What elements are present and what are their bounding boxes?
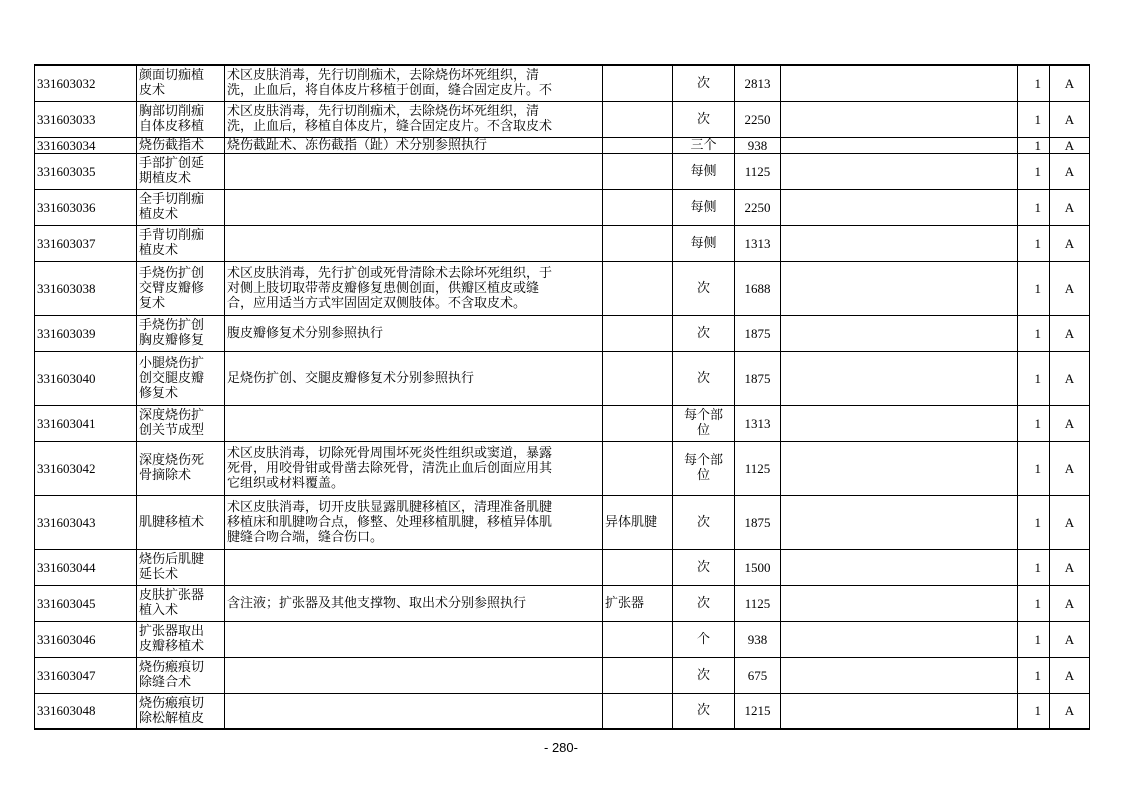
unit-text: 次 xyxy=(696,703,710,719)
category-text: A xyxy=(1064,559,1075,575)
item-name-cell xyxy=(137,189,225,225)
category-cell xyxy=(1050,549,1090,585)
item-content-text: 腹皮瓣修复术分别参照执行 xyxy=(227,325,384,341)
unit-text: 次 xyxy=(696,559,710,575)
ratio-cell xyxy=(1018,225,1050,261)
unit-text: 每侧 xyxy=(690,235,717,251)
ratio-cell xyxy=(1018,137,1050,153)
item-code-cell xyxy=(35,621,137,657)
category-text: A xyxy=(1064,514,1075,530)
price-cell xyxy=(735,137,781,153)
item-content-cell xyxy=(225,351,603,405)
note-cell xyxy=(781,441,1018,495)
item-code-cell xyxy=(35,189,137,225)
price-text: 938 xyxy=(747,631,768,647)
table-row xyxy=(35,549,1090,585)
item-content-cell xyxy=(225,693,603,729)
excluded-content-cell xyxy=(603,153,673,189)
item-code-text: 331603048 xyxy=(37,703,96,719)
item-name-cell xyxy=(137,65,225,101)
price-text: 1875 xyxy=(744,325,771,341)
unit-text: 次 xyxy=(696,111,710,127)
item-name-text: 全手切削痂 植皮术 xyxy=(139,192,205,222)
excluded-content-cell xyxy=(603,693,673,729)
price-cell xyxy=(735,225,781,261)
item-name-text: 烧伤瘢痕切 除缝合术 xyxy=(139,660,205,690)
price-text: 1875 xyxy=(744,514,771,530)
item-name-cell xyxy=(137,153,225,189)
price-text: 2813 xyxy=(744,75,771,91)
table-row xyxy=(35,657,1090,693)
unit-text: 次 xyxy=(696,325,710,341)
item-code-text: 331603037 xyxy=(37,235,96,251)
category-text: A xyxy=(1064,163,1075,179)
ratio-text: 1 xyxy=(1034,75,1041,91)
fee-table-body xyxy=(35,65,1090,729)
category-text: A xyxy=(1064,137,1075,153)
excluded-content-cell xyxy=(603,585,673,621)
ratio-text: 1 xyxy=(1034,163,1041,179)
table-row xyxy=(35,101,1090,137)
item-content-cell xyxy=(225,495,603,549)
category-text: A xyxy=(1064,703,1075,719)
price-cell xyxy=(735,65,781,101)
category-cell xyxy=(1050,153,1090,189)
note-cell xyxy=(781,657,1018,693)
unit-text: 三个 xyxy=(690,137,717,153)
item-code-text: 331603042 xyxy=(37,460,96,476)
item-code-cell xyxy=(35,693,137,729)
unit-cell xyxy=(673,549,735,585)
item-name-text: 扩张器取出 皮瓣移植术 xyxy=(139,624,205,654)
ratio-cell xyxy=(1018,657,1050,693)
item-content-text: 术区皮肤消毒，先行切削痂术，去除烧伤坏死组织，清 洗，止血后，将自体皮片移植于创面，缝合固定皮片。不 xyxy=(227,68,553,99)
excluded-content-cell xyxy=(603,315,673,351)
item-content-text: 烧伤截趾术、冻伤截指（趾）术分别参照执行 xyxy=(227,137,488,153)
ratio-text: 1 xyxy=(1034,667,1041,683)
item-content-cell xyxy=(225,549,603,585)
unit-cell xyxy=(673,657,735,693)
ratio-cell xyxy=(1018,495,1050,549)
excluded-content-cell xyxy=(603,101,673,137)
price-cell xyxy=(735,405,781,441)
table-row xyxy=(35,225,1090,261)
note-cell xyxy=(781,351,1018,405)
item-name-text: 胸部切削痂 自体皮移植 xyxy=(139,104,205,134)
item-content-cell xyxy=(225,137,603,153)
price-cell xyxy=(735,441,781,495)
ratio-cell xyxy=(1018,351,1050,405)
item-code-text: 331603041 xyxy=(37,415,96,431)
item-content-cell xyxy=(225,657,603,693)
ratio-text: 1 xyxy=(1034,595,1041,611)
item-code-text: 331603032 xyxy=(37,75,96,91)
item-code-text: 331603033 xyxy=(37,111,96,127)
ratio-text: 1 xyxy=(1034,559,1041,575)
category-text: A xyxy=(1064,667,1075,683)
item-name-cell xyxy=(137,585,225,621)
unit-cell xyxy=(673,137,735,153)
item-code-cell xyxy=(35,585,137,621)
category-cell xyxy=(1050,351,1090,405)
excluded-content-text: 扩张器 xyxy=(605,595,645,611)
ratio-text: 1 xyxy=(1034,415,1041,431)
item-code-cell xyxy=(35,261,137,315)
item-name-text: 深度烧伤扩 创关节成型 xyxy=(139,408,205,438)
item-name-cell xyxy=(137,261,225,315)
unit-cell xyxy=(673,693,735,729)
item-content-cell xyxy=(225,225,603,261)
item-name-cell xyxy=(137,101,225,137)
item-name-cell xyxy=(137,351,225,405)
unit-cell xyxy=(673,65,735,101)
unit-text: 次 xyxy=(696,514,710,530)
ratio-cell xyxy=(1018,585,1050,621)
price-cell xyxy=(735,693,781,729)
item-name-text: 手烧伤扩创 交臂皮瓣修 复术 xyxy=(139,265,205,311)
note-cell xyxy=(781,153,1018,189)
item-code-cell xyxy=(35,495,137,549)
category-text: A xyxy=(1064,111,1075,127)
ratio-text: 1 xyxy=(1034,631,1041,647)
item-code-text: 331603045 xyxy=(37,595,96,611)
price-text: 675 xyxy=(747,667,768,683)
item-code-text: 331603046 xyxy=(37,631,96,647)
item-name-text: 手烧伤扩创 胸皮瓣修复 xyxy=(139,318,205,348)
unit-text: 每个部 位 xyxy=(683,408,723,438)
item-name-cell xyxy=(137,315,225,351)
item-content-text: 足烧伤扩创、交腿皮瓣修复术分别参照执行 xyxy=(227,370,475,386)
ratio-text: 1 xyxy=(1034,514,1041,530)
item-code-text: 331603039 xyxy=(37,325,96,341)
category-text: A xyxy=(1064,415,1075,431)
item-code-cell xyxy=(35,225,137,261)
price-cell xyxy=(735,189,781,225)
price-cell xyxy=(735,261,781,315)
ratio-cell xyxy=(1018,315,1050,351)
table-row xyxy=(35,315,1090,351)
note-cell xyxy=(781,315,1018,351)
price-text: 2250 xyxy=(744,111,771,127)
item-name-text: 烧伤瘢痕切 除松解植皮 xyxy=(139,695,205,726)
note-cell xyxy=(781,549,1018,585)
item-code-cell xyxy=(35,137,137,153)
unit-cell xyxy=(673,189,735,225)
item-code-cell xyxy=(35,351,137,405)
excluded-content-cell xyxy=(603,657,673,693)
price-text: 1313 xyxy=(744,415,771,431)
item-code-cell xyxy=(35,441,137,495)
note-cell xyxy=(781,693,1018,729)
category-cell xyxy=(1050,189,1090,225)
price-cell xyxy=(735,585,781,621)
excluded-content-cell xyxy=(603,549,673,585)
category-text: A xyxy=(1064,235,1075,251)
item-code-cell xyxy=(35,549,137,585)
ratio-text: 1 xyxy=(1034,280,1041,296)
unit-text: 次 xyxy=(696,667,710,683)
price-text: 1500 xyxy=(744,559,771,575)
item-name-text: 小腿烧伤扩 创交腿皮瓣 修复术 xyxy=(139,355,205,401)
unit-text: 每侧 xyxy=(690,199,717,215)
unit-cell xyxy=(673,351,735,405)
excluded-content-cell xyxy=(603,351,673,405)
ratio-cell xyxy=(1018,693,1050,729)
item-name-cell xyxy=(137,657,225,693)
price-text: 1313 xyxy=(744,235,771,251)
item-code-text: 331603044 xyxy=(37,559,96,575)
note-cell xyxy=(781,65,1018,101)
price-text: 1215 xyxy=(744,703,771,719)
table-row xyxy=(35,405,1090,441)
excluded-content-cell xyxy=(603,189,673,225)
table-row xyxy=(35,189,1090,225)
note-cell xyxy=(781,261,1018,315)
item-name-text: 手背切削痂 植皮术 xyxy=(139,228,205,258)
note-cell xyxy=(781,225,1018,261)
category-cell xyxy=(1050,225,1090,261)
unit-cell xyxy=(673,405,735,441)
item-content-text: 术区皮肤消毒，先行切削痂术，去除烧伤坏死组织，清 洗，止血后，移植自体皮片，缝合固定皮片。不含取皮术 xyxy=(227,104,553,134)
price-text: 938 xyxy=(747,137,768,153)
price-cell xyxy=(735,657,781,693)
excluded-content-cell xyxy=(603,405,673,441)
item-name-cell xyxy=(137,137,225,153)
table-row xyxy=(35,65,1090,101)
unit-text: 每个部 位 xyxy=(683,453,723,483)
fee-schedule-table xyxy=(34,64,1090,730)
item-name-text: 颜面切痂植 皮术 xyxy=(139,68,205,99)
price-text: 2250 xyxy=(744,199,771,215)
excluded-content-cell xyxy=(603,621,673,657)
unit-cell xyxy=(673,621,735,657)
item-code-cell xyxy=(35,101,137,137)
note-cell xyxy=(781,101,1018,137)
note-cell xyxy=(781,621,1018,657)
category-cell xyxy=(1050,621,1090,657)
table-row xyxy=(35,495,1090,549)
item-name-cell xyxy=(137,693,225,729)
ratio-text: 1 xyxy=(1034,111,1041,127)
price-cell xyxy=(735,153,781,189)
ratio-cell xyxy=(1018,261,1050,315)
excluded-content-cell xyxy=(603,441,673,495)
item-code-cell xyxy=(35,657,137,693)
category-cell xyxy=(1050,65,1090,101)
category-text: A xyxy=(1064,199,1075,215)
note-cell xyxy=(781,137,1018,153)
unit-cell xyxy=(673,153,735,189)
category-text: A xyxy=(1064,595,1075,611)
unit-cell xyxy=(673,495,735,549)
price-cell xyxy=(735,549,781,585)
ratio-text: 1 xyxy=(1034,235,1041,251)
ratio-cell xyxy=(1018,405,1050,441)
category-cell xyxy=(1050,137,1090,153)
item-name-cell xyxy=(137,441,225,495)
unit-text: 次 xyxy=(696,595,710,611)
price-text: 1125 xyxy=(744,460,771,476)
category-cell xyxy=(1050,585,1090,621)
excluded-content-text: 异体肌腱 xyxy=(605,514,658,530)
item-code-text: 331603038 xyxy=(37,280,96,296)
category-cell xyxy=(1050,101,1090,137)
ratio-text: 1 xyxy=(1034,199,1041,215)
price-cell xyxy=(735,351,781,405)
item-code-cell xyxy=(35,153,137,189)
excluded-content-cell xyxy=(603,225,673,261)
category-cell xyxy=(1050,405,1090,441)
note-cell xyxy=(781,495,1018,549)
item-name-text: 深度烧伤死 骨摘除术 xyxy=(139,453,205,483)
item-name-cell xyxy=(137,621,225,657)
table-row xyxy=(35,351,1090,405)
table-row xyxy=(35,261,1090,315)
unit-text: 个 xyxy=(696,631,710,647)
ratio-cell xyxy=(1018,621,1050,657)
item-content-cell xyxy=(225,65,603,101)
item-content-cell xyxy=(225,621,603,657)
table-row xyxy=(35,153,1090,189)
table-row xyxy=(35,621,1090,657)
item-content-text: 含注液；扩张器及其他支撑物、取出术分别参照执行 xyxy=(227,595,527,611)
category-text: A xyxy=(1064,280,1075,296)
item-content-cell xyxy=(225,189,603,225)
item-code-text: 331603040 xyxy=(37,370,96,386)
item-content-text: 术区皮肤消毒，先行扩创或死骨清除术去除坏死组织，于 对侧上肢切取带蒂皮瓣修复患侧创面，供瓣区植皮或缝 合，应用适当方式牢固固定双侧肢体。不含取皮术。 xyxy=(227,265,553,311)
unit-text: 次 xyxy=(696,75,710,91)
ratio-cell xyxy=(1018,549,1050,585)
item-content-cell xyxy=(225,585,603,621)
note-cell xyxy=(781,405,1018,441)
item-content-cell xyxy=(225,405,603,441)
price-text: 1125 xyxy=(744,163,771,179)
unit-text: 每侧 xyxy=(690,163,717,179)
item-name-text: 烧伤截指术 xyxy=(139,137,205,153)
ratio-cell xyxy=(1018,65,1050,101)
ratio-cell xyxy=(1018,189,1050,225)
unit-text: 次 xyxy=(696,370,710,386)
item-code-cell xyxy=(35,65,137,101)
item-name-text: 烧伤后肌腱 延长术 xyxy=(139,552,205,582)
price-cell xyxy=(735,315,781,351)
item-code-text: 331603047 xyxy=(37,667,96,683)
item-code-text: 331603043 xyxy=(37,514,96,530)
category-text: A xyxy=(1064,370,1075,386)
category-cell xyxy=(1050,315,1090,351)
ratio-cell xyxy=(1018,153,1050,189)
item-name-text: 肌腱移植术 xyxy=(139,514,205,530)
note-cell xyxy=(781,189,1018,225)
item-content-cell xyxy=(225,441,603,495)
category-cell xyxy=(1050,495,1090,549)
note-cell xyxy=(781,585,1018,621)
unit-cell xyxy=(673,101,735,137)
category-cell xyxy=(1050,693,1090,729)
category-cell xyxy=(1050,657,1090,693)
table-row xyxy=(35,585,1090,621)
item-code-cell xyxy=(35,315,137,351)
price-text: 1688 xyxy=(744,280,771,296)
price-text: 1125 xyxy=(744,595,771,611)
ratio-cell xyxy=(1018,101,1050,137)
item-content-cell xyxy=(225,101,603,137)
excluded-content-cell xyxy=(603,261,673,315)
category-text: A xyxy=(1064,325,1075,341)
item-name-text: 手部扩创延 期植皮术 xyxy=(139,156,205,186)
unit-cell xyxy=(673,315,735,351)
table-row xyxy=(35,693,1090,729)
excluded-content-cell xyxy=(603,65,673,101)
item-name-cell xyxy=(137,549,225,585)
ratio-text: 1 xyxy=(1034,460,1041,476)
excluded-content-cell xyxy=(603,137,673,153)
unit-cell xyxy=(673,441,735,495)
table-row xyxy=(35,441,1090,495)
item-content-cell xyxy=(225,315,603,351)
item-name-cell xyxy=(137,225,225,261)
unit-cell xyxy=(673,585,735,621)
item-code-text: 331603034 xyxy=(37,137,96,153)
item-content-text: 术区皮肤消毒，切开皮肤显露肌腱移植区，清理准备肌腱 移植床和肌腱吻合点，修整、处理移植肌腱，移植异体肌 腱缝合吻合端，缝合伤口。 xyxy=(227,499,553,545)
category-text: A xyxy=(1064,631,1075,647)
item-name-cell xyxy=(137,495,225,549)
price-cell xyxy=(735,101,781,137)
unit-cell xyxy=(673,225,735,261)
ratio-text: 1 xyxy=(1034,137,1041,153)
item-content-cell xyxy=(225,261,603,315)
ratio-cell xyxy=(1018,441,1050,495)
item-content-text: 术区皮肤消毒，切除死骨周围坏死炎性组织或窦道，暴露 死骨，用咬骨钳或骨凿去除死骨，清洗止血后创面应用其 它组织或材料覆盖。 xyxy=(227,445,553,491)
ratio-text: 1 xyxy=(1034,370,1041,386)
price-cell xyxy=(735,621,781,657)
page-number: - 280- xyxy=(544,740,578,755)
item-content-cell xyxy=(225,153,603,189)
excluded-content-cell xyxy=(603,495,673,549)
category-cell xyxy=(1050,261,1090,315)
category-cell xyxy=(1050,441,1090,495)
table-row xyxy=(35,137,1090,153)
item-code-text: 331603036 xyxy=(37,199,96,215)
unit-cell xyxy=(673,261,735,315)
item-code-text: 331603035 xyxy=(37,163,96,179)
item-name-text: 皮肤扩张器 植入术 xyxy=(139,588,205,618)
price-text: 1875 xyxy=(744,370,771,386)
item-code-cell xyxy=(35,405,137,441)
ratio-text: 1 xyxy=(1034,325,1041,341)
ratio-text: 1 xyxy=(1034,703,1041,719)
unit-text: 次 xyxy=(696,280,710,296)
price-cell xyxy=(735,495,781,549)
category-text: A xyxy=(1064,460,1075,476)
item-name-cell xyxy=(137,405,225,441)
category-text: A xyxy=(1064,75,1075,91)
